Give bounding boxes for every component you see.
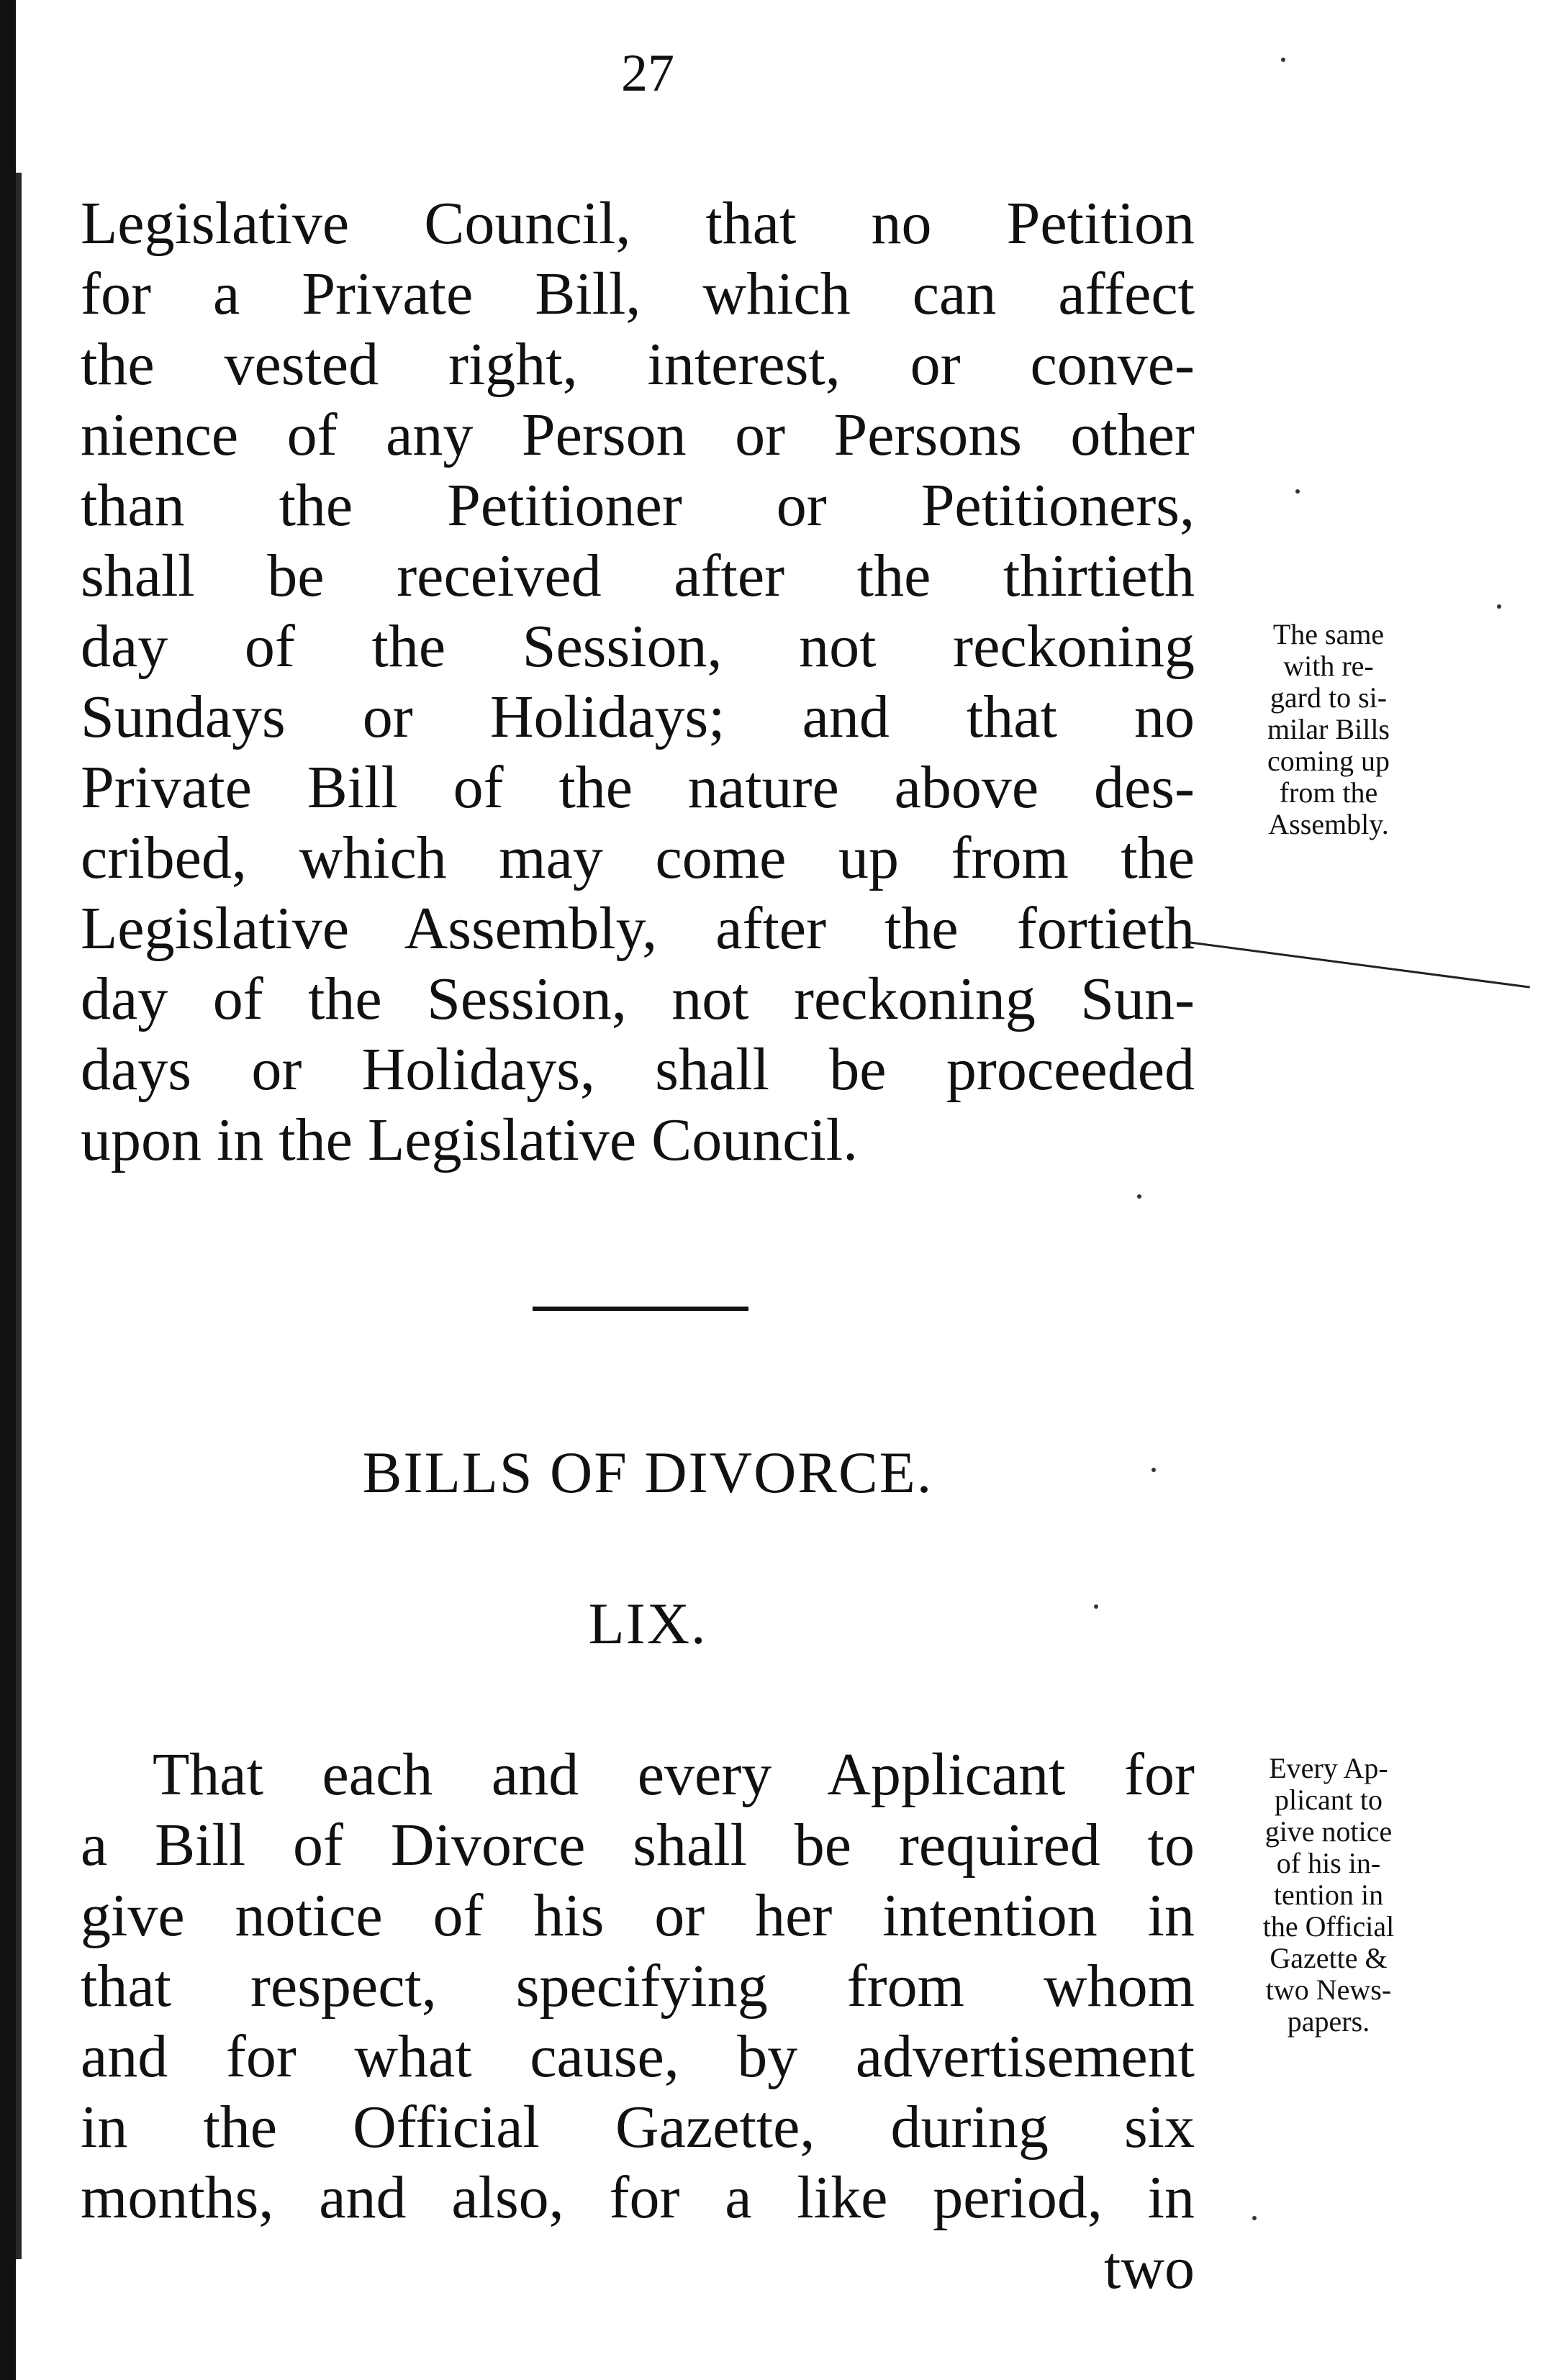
text-line: upon in the Legislative Council. (81, 1107, 859, 1173)
binding-shadow (16, 173, 22, 2259)
text-line: day of the Session, not reckoning Sun- (81, 966, 1195, 1032)
margin-note-line: coming up (1267, 745, 1390, 777)
binding-edge (0, 0, 16, 2380)
text-line: day of the Session, not reckoning (81, 613, 1195, 680)
page-number: 27 (621, 44, 674, 103)
print-speck (1281, 58, 1285, 62)
text-line: the vested right, interest, or conve- (81, 331, 1195, 398)
text-line: days or Holidays, shall be proceeded (81, 1036, 1195, 1103)
margin-note-line: milar Bills (1267, 713, 1390, 745)
margin-note-line: give notice (1264, 1815, 1393, 1848)
text-line: a Bill of Divorce shall be required to (81, 1812, 1195, 1879)
text-line: Private Bill of the nature above des- (81, 754, 1195, 821)
text-line: in the Official Gazette, during six (81, 2094, 1195, 2161)
text-line: cribed, which may come up from the (81, 825, 1195, 891)
print-speck (1497, 604, 1501, 609)
margin-note-divorce-notice (1213, 1753, 1444, 2038)
margin-note-line: gard to si- (1270, 681, 1388, 714)
margin-note-line: two News- (1265, 1974, 1392, 2006)
margin-note-line: The same (1272, 618, 1385, 650)
text-line: Legislative Council, that no Petition (81, 190, 1195, 257)
margin-pointer-line (1187, 941, 1530, 989)
print-speck (1137, 1194, 1141, 1199)
text-line: that respect, specifying from whom (81, 1953, 1195, 2020)
margin-note-line: of his in- (1276, 1847, 1381, 1879)
text-line: give notice of his or her intention in (81, 1882, 1195, 1949)
text-line: months, and also, for a like period, in (81, 2164, 1195, 2231)
margin-note-line: with re- (1283, 650, 1374, 682)
margin-note-line: from the (1279, 776, 1378, 809)
margin-note-line: tention in (1273, 1879, 1384, 1911)
margin-note-line: plicant to (1275, 1784, 1383, 1816)
text-line: shall be received after the thirtieth (81, 542, 1195, 609)
margin-note-line: Gazette & (1270, 1942, 1388, 1974)
paragraph-legislative-council (81, 189, 1195, 1176)
margin-note-line: the Official (1262, 1910, 1395, 1943)
text-line: Legislative Assembly, after the fortieth (81, 895, 1195, 962)
section-number: LIX. (588, 1591, 707, 1656)
text-line: Sundays or Holidays; and that no (81, 683, 1195, 750)
paragraph-divorce-notice (81, 1740, 1195, 2304)
margin-note-line: papers. (1287, 2005, 1370, 2038)
margin-note-similar-bills (1213, 619, 1444, 840)
section-heading: BILLS OF DIVORCE. (362, 1440, 933, 1505)
text-line: than the Petitioner or Petitioners, (81, 472, 1195, 539)
print-speck (1151, 1468, 1156, 1472)
section-divider-rule (533, 1307, 748, 1311)
print-speck (1252, 2216, 1257, 2220)
text-line: for a Private Bill, which can affect (81, 260, 1195, 327)
print-speck (1295, 489, 1300, 494)
margin-note-line: Assembly. (1268, 808, 1389, 840)
print-speck (1094, 1604, 1098, 1609)
catchword: two (1104, 2235, 1195, 2302)
margin-note-line: Every Ap- (1269, 1752, 1388, 1784)
text-line: and for what cause, by advertisement (81, 2023, 1195, 2090)
text-line: nience of any Person or Persons other (81, 401, 1195, 468)
text-line: That each and every Applicant for (153, 1741, 1195, 1808)
